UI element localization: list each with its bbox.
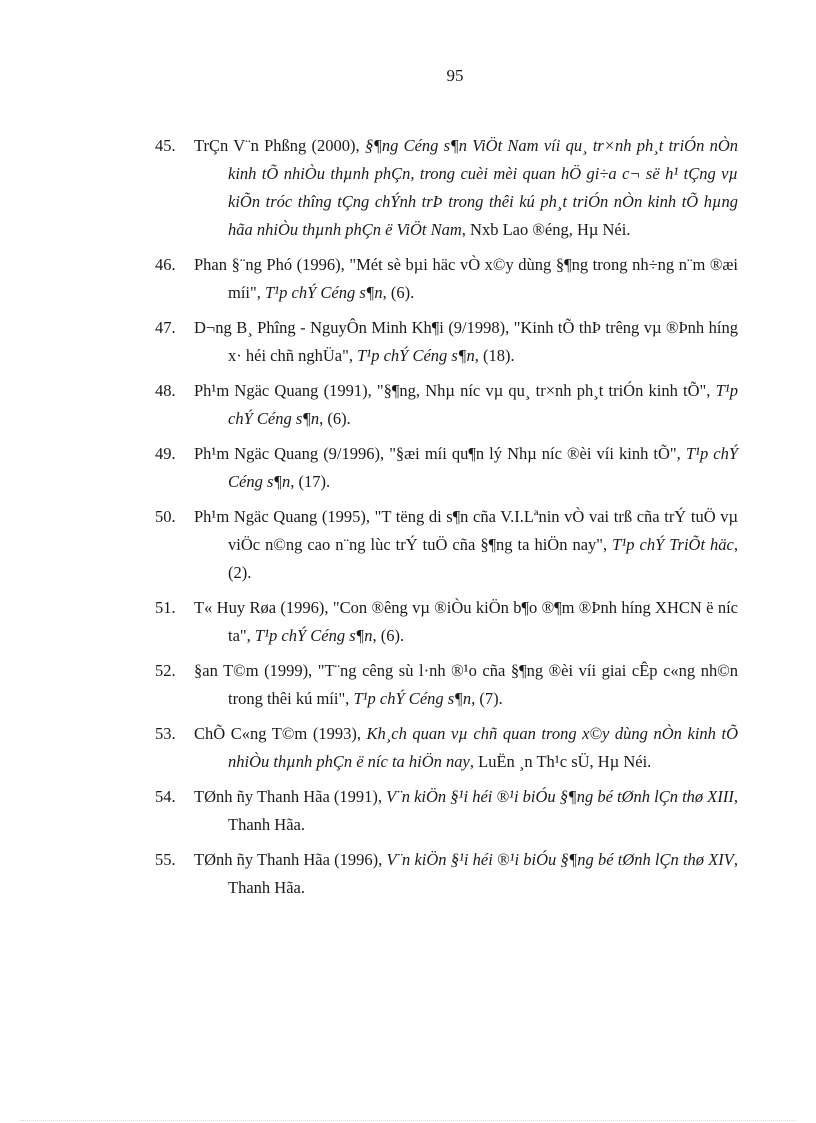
reference-source: , (6).	[319, 409, 351, 428]
reference-text	[194, 846, 738, 902]
reference-item	[155, 440, 738, 496]
reference-number: 46.	[155, 255, 176, 274]
reference-authors: Phan §¨ng Phó (1996), "Mét sè bµi häc vÒ x©y dùng §¶ng trong nh÷ng n¨m ®æi míi",	[194, 255, 738, 302]
reference-source: , (2).	[228, 535, 739, 582]
reference-authors: D¬ng B¸ Phîng - NguyÔn Minh Kh¶i (9/1998), "Kinh tÕ thÞ trêng vµ ®Þnh híng x· héi chñ nghÜa",	[194, 318, 738, 365]
reference-title: T¹p chÝ TriÕt häc	[612, 535, 734, 554]
reference-authors: Ph¹m Ngäc Quang (1991), "§¶ng, Nhµ níc vµ qu¸ tr×nh ph¸t triÓn kinh tÕ",	[194, 381, 716, 400]
reference-item	[155, 503, 738, 587]
reference-number: 53.	[155, 724, 176, 743]
reference-text	[194, 657, 738, 713]
reference-title: V¨n kiÖn §¹i héi ®¹i biÓu §¶ng bé tØnh lÇn thø XIV	[386, 850, 734, 869]
reference-item	[155, 594, 738, 650]
reference-text	[194, 783, 738, 839]
reference-number: 45.	[155, 136, 176, 155]
reference-source: , Thanh Hãa.	[228, 787, 738, 834]
reference-item	[155, 657, 738, 713]
reference-list	[155, 132, 738, 909]
reference-title: T¹p chÝ Céng s¶n	[228, 444, 739, 491]
reference-item	[155, 251, 738, 307]
reference-text	[194, 720, 738, 776]
reference-item	[155, 783, 738, 839]
reference-number: 54.	[155, 787, 176, 806]
reference-title: §¶ng Céng s¶n ViÖt Nam víi qu¸ tr×nh ph¸t triÓn nÒn kinh tÕ nhiÒu thµnh phÇn, trong cuèi mèi quan hÖ gi÷a c¬ së h¹ tÇng vµ kiÕn tróc thîng tÇng chÝnh trÞ trong thêi kú ph¸t triÓn nÒn kinh tÕ hµng hãa nhiÒu thµnh phÇn ë ViÖt Nam	[228, 136, 738, 239]
reference-item	[155, 377, 738, 433]
reference-text	[194, 503, 739, 587]
reference-item	[155, 132, 738, 244]
reference-authors: Ph¹m Ngäc Quang (9/1996), "§æi míi qu¶n lý Nhµ níc ®èi víi kinh tÕ",	[194, 444, 686, 463]
reference-title: V¨n kiÖn §¹i héi ®¹i biÓu §¶ng bé tØnh lÇn thø XIII	[386, 787, 734, 806]
reference-item	[155, 846, 738, 902]
reference-title: T¹p chÝ Céng s¶n,	[353, 689, 476, 708]
reference-item	[155, 720, 738, 776]
reference-authors: §an T©m (1999), "T¨ng cêng sù l·nh ®¹o cña §¶ng ®èi víi giai cÊp c«ng nh©n trong thêi kú míi",	[194, 661, 738, 708]
reference-number: 51.	[155, 598, 176, 617]
reference-text	[194, 314, 738, 370]
reference-number: 48.	[155, 381, 176, 400]
reference-authors: TØnh ñy Thanh Hãa (1991),	[194, 787, 387, 806]
reference-source: , (6).	[382, 283, 415, 302]
reference-authors: ChÕ C«ng T©m (1993),	[194, 724, 367, 743]
reference-text	[194, 251, 738, 307]
page-number: 95	[446, 66, 464, 85]
reference-text	[194, 594, 738, 650]
reference-source: , (18).	[474, 346, 515, 365]
reference-title: T¹p chÝ Céng s¶n	[254, 626, 373, 645]
reference-number: 49.	[155, 444, 176, 463]
reference-authors: TrÇn V¨n Phßng (2000),	[194, 136, 365, 155]
reference-number: 55.	[155, 850, 176, 869]
reference-authors: T« Huy Røa (1996), "Con ®êng vµ ®iÒu kiÖn b¶o ®¶m ®Þnh híng XHCN ë níc ta",	[194, 598, 738, 645]
page-bottom-divider	[20, 1120, 796, 1121]
reference-text	[194, 440, 739, 496]
reference-number: 52.	[155, 661, 176, 680]
reference-authors: TØnh ñy Thanh Hãa (1996),	[194, 850, 387, 869]
reference-item	[155, 314, 738, 370]
reference-title: T¹p chÝ Céng s¶n	[265, 283, 383, 302]
reference-source: , LuËn ¸n Th¹c sÜ, Hµ Néi.	[469, 752, 652, 771]
reference-source: , Thanh Hãa.	[228, 850, 738, 897]
reference-source: , Nxb Lao ®éng, Hµ Néi.	[461, 220, 631, 239]
reference-number: 50.	[155, 507, 176, 526]
reference-text	[194, 132, 738, 244]
reference-source: , (17).	[290, 472, 331, 491]
reference-title: T¹p chÝ Céng s¶n	[228, 381, 738, 428]
reference-number: 47.	[155, 318, 176, 337]
reference-title: Kh¸ch quan vµ chñ quan trong x©y dùng nÒn kinh tÕ nhiÒu thµnh phÇn ë níc ta hiÖn nay	[228, 724, 738, 771]
reference-source: (7).	[475, 689, 503, 708]
reference-authors: Ph¹m Ngäc Quang (1995), "T tëng di s¶n cña V.I.Lªnin vÒ vai trß cña trÝ tuÖ vµ viÖc n©ng cao n¨ng lùc trÝ tuÖ cña §¶ng ta hiÖn nay",	[194, 507, 738, 554]
reference-text	[194, 377, 738, 433]
reference-source: , (6).	[372, 626, 405, 645]
reference-title: T¹p chÝ Céng s¶n	[357, 346, 475, 365]
